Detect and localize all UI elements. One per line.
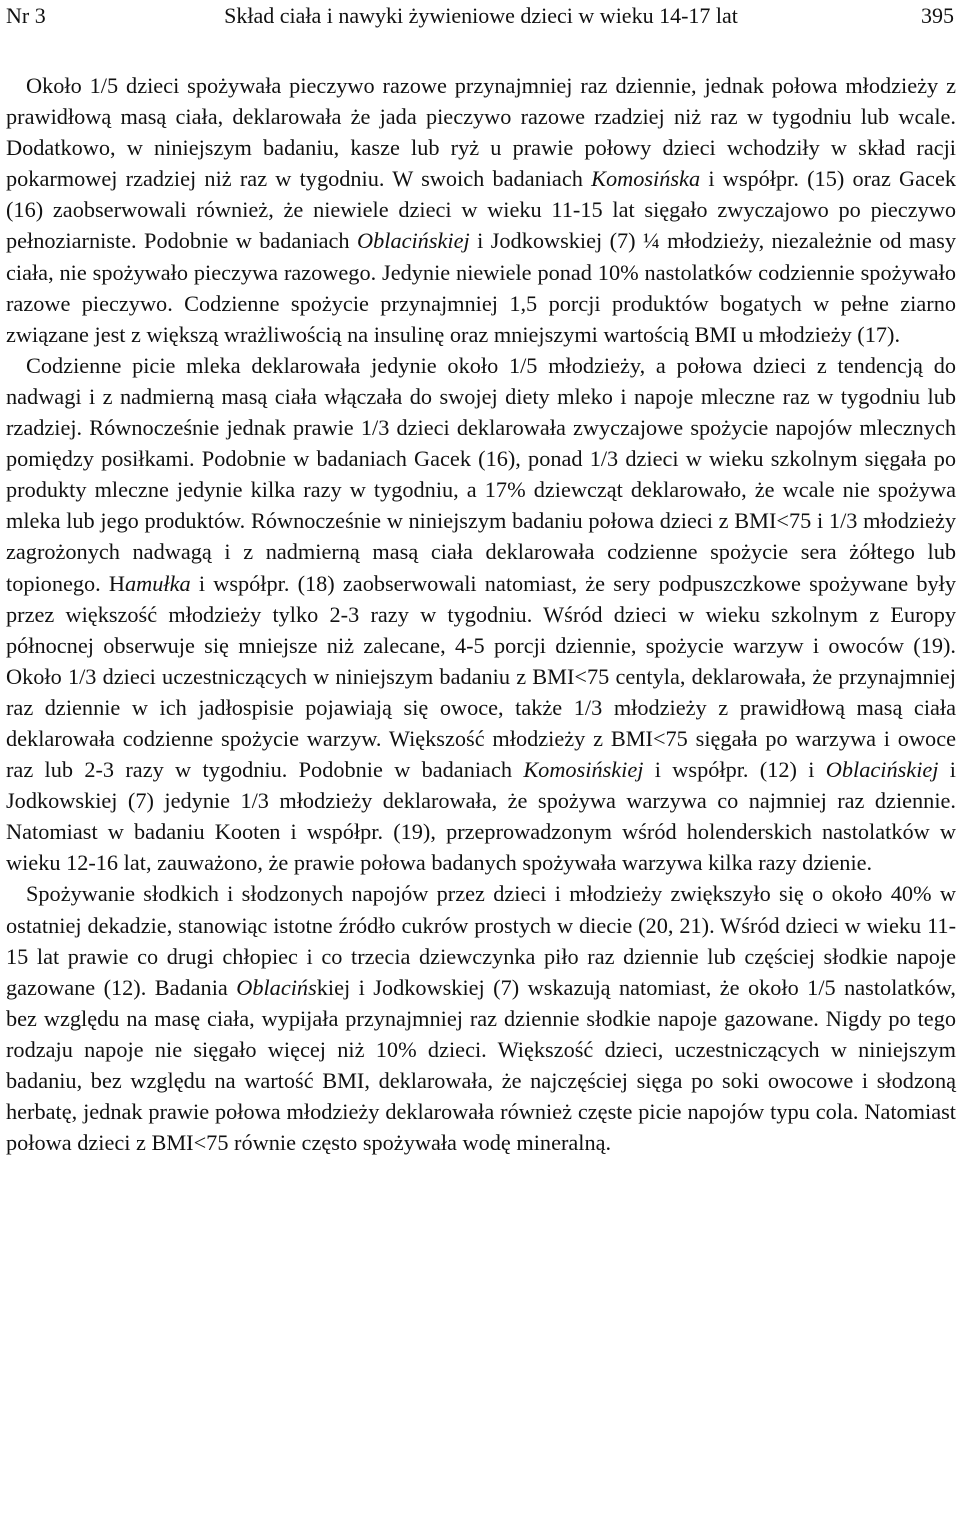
text-run: kiej i Jodkowskiej (7) wskazują natomiast, że około 1/5 nastolatków, bez względu na masę ciała, wypijała przynajmniej raz dziennie słodkie napoje gazowane. Nigdy po tego rodzaju napoje nie sięgało więcej niż 10% dzieci. Większość dzieci, uczestniczących w niniejszym badaniu, bez względu na wartość BMI, deklarowała, że najczęściej sięga po soki owocowe i słodzoną herbatę, jednak prawie połowa młodzieży deklarowała również częste picie napojów typu cola. Natomiast połowa dzieci z BMI<75 równie często spożywała wodę mineralną. [6,974,956,1156]
text-run: i współpr. (15) oraz Gacek (16) zaobserwowali również, że niewiele dzieci w wieku 11-15 lat sięgało zwyczajowo po pieczywo pełnoziarniste. Podobnie w badaniach [6,166,956,254]
text-run: i Jodkowskiej (7) jedynie 1/3 młodzieży deklarowała, że spożywa warzywa co najmniej raz dziennie. Natomiast w badaniu Kooten i współpr. (19), przeprowadzonym wśród holenderskich nastolatków w wieku 12-16 lat, zauważono, że prawie połowa badanych spożywała warzywa kilka razy dzienie. [6,757,956,876]
text-run: Około 1/5 dzieci spożywała pieczywo razowe przynajmniej raz dziennie, jednak połowa młodzieży z prawidłową masą ciała, deklarowała że jada pieczywo razowe rzadziej niż raz w tygodniu lub wcale. Dodatkowo, w niniejszym badaniu, kasze lub ryż u prawie połowy dzieci wchodziły w skład racji pokarmowej rzadziej niż raz w tygodniu. W swoich badaniach [6,73,956,192]
paragraph-sweet-drinks [6,878,956,1158]
text-run: i Jodkowskiej (7) ¼ młodzieży, niezależnie od masy ciała, nie spożywało pieczywa razowego. Jedynie niewiele ponad 10% nastolatków codziennie spożywało razowe pieczywo. Codzienne spożycie przynajmniej 1,5 porcji produktów bogatych w pełne ziarno związane jest z większą wrażliwością na insulinę oraz mniejszymi wartością BMI u młodzieży (17). [6,228,956,347]
paragraph-dairy-vegetables [6,350,956,879]
paragraph-whole-grain [6,70,956,350]
body-text [6,70,956,1158]
text-run: Spożywanie słodkich i słodzonych napojów przez dzieci i młodzieży zwiększyło się o około 40% w ostatniej dekadzie, stanowiąc istotne źródło cukrów prostych w diecie (20, 21). Wśród dzieci w wieku 11-15 lat prawie co drugi chłopiec i co trzecia dziewczynka piło raz dziennie lub częściej słodkie napoje gazowane (12). Badania [6,881,956,1000]
text-run: i współpr. (12) i [643,757,826,783]
author-name: Komosińska [591,166,701,192]
document-page [6,0,956,1158]
author-name: Oblacińskiej [825,757,939,783]
author-name: Komosińskiej [523,757,644,783]
running-header [6,0,956,42]
author-name: Oblacińs [236,974,317,1000]
author-name: amułka [125,570,191,596]
author-name: Oblacińskiej [357,228,470,254]
running-title: Skład ciała i nawyki żywieniowe dzieci w wieku 14-17 lat [224,3,738,28]
issue-number: Nr 3 [6,3,46,28]
page-number: 395 [921,3,954,28]
text-run: i współpr. (18) zaobserwowali natomiast, że sery podpuszczkowe spożywane były przez większość młodzieży tylko 2-3 razy w tygodniu. Wśród dzieci w wieku szkolnym z Europy północnej obserwuje się mniejsze niż zalecane, 4-5 porcji dziennie, spożycie warzyw i owoców (19). Około 1/3 dzieci uczestniczących w niniejszym badaniu z BMI<75 centyla, deklarowała, że przynajmniej raz dziennie w ich jadłospisie pojawiają się owoce, także 1/3 młodzieży z prawidłową masą ciała deklarowała codzienne spożycie warzyw. Większość młodzieży z BMI<75 sięgała po warzywa i owoce raz lub 2-3 razy w tygodniu. Podobnie w badaniach [6,570,956,783]
text-run: Codzienne picie mleka deklarowała jedynie około 1/5 młodzieży, a połowa dzieci z tendencją do nadwagi i z nadmierną masą ciała włączała do swojej diety mleko i napoje mleczne raz w tygodniu lub rzadziej. Równocześnie jednak prawie 1/3 dzieci deklarowała zwyczajowe spożycie napojów mlecznych pomiędzy posiłkami. Podobnie w badaniach Gacek (16), ponad 1/3 dzieci w wieku szkolnym sięgała po produkty mleczne jedynie kilka razy w tygodniu, a 17% dziewcząt deklarowało, że wcale nie spożywa mleka lub jego produktów. Równocześnie w niniejszym badaniu połowa dzieci z BMI<75 i 1/3 młodzieży zagrożonych nadwagą i z nadmierną masą ciała deklarowała codzienne spożycie sera żółtego lub topionego. H [6,352,956,596]
